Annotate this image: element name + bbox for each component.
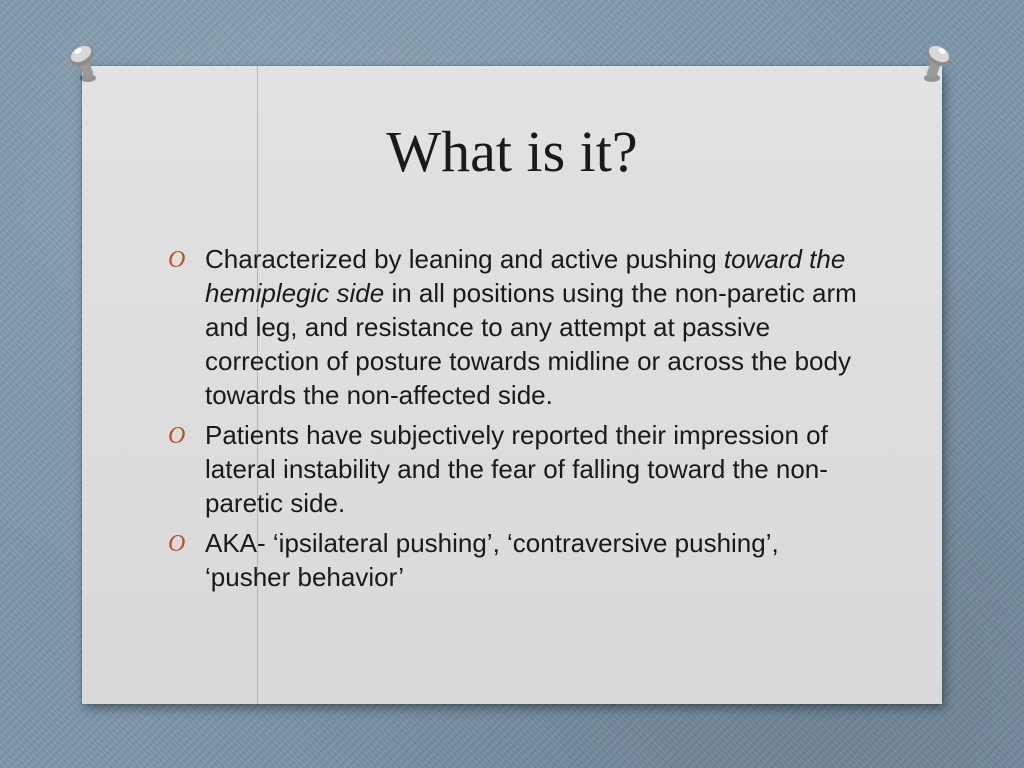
bullet-text: Characterized by leaning and active pushing	[205, 244, 717, 274]
bullet-item	[168, 418, 858, 520]
push-pin-icon	[914, 40, 954, 86]
bullet-text: Patients have subjectively reported their impression of lateral instability and the fear of falling toward the non-paretic side.	[205, 420, 828, 518]
bullet-item	[168, 242, 858, 412]
bullet-marker-icon: O	[168, 531, 186, 557]
bullet-item	[168, 526, 858, 594]
bullet-text: in all positions using the non-paretic arm and leg, and resistance to any attempt at passive correction of posture towards midline or across the body towards the non-affected side.	[205, 278, 857, 410]
bullet-list	[168, 242, 858, 600]
bullet-marker-icon: O	[168, 423, 186, 449]
bullet-marker-icon: O	[168, 247, 186, 273]
bullet-text: AKA- ‘ipsilateral pushing’, ‘contraversive pushing’, ‘pusher behavior’	[205, 528, 779, 592]
bullet-emphasis: toward the hemiplegic side	[205, 244, 846, 308]
slide-title: What is it?	[386, 119, 638, 184]
push-pin-icon	[66, 40, 106, 86]
